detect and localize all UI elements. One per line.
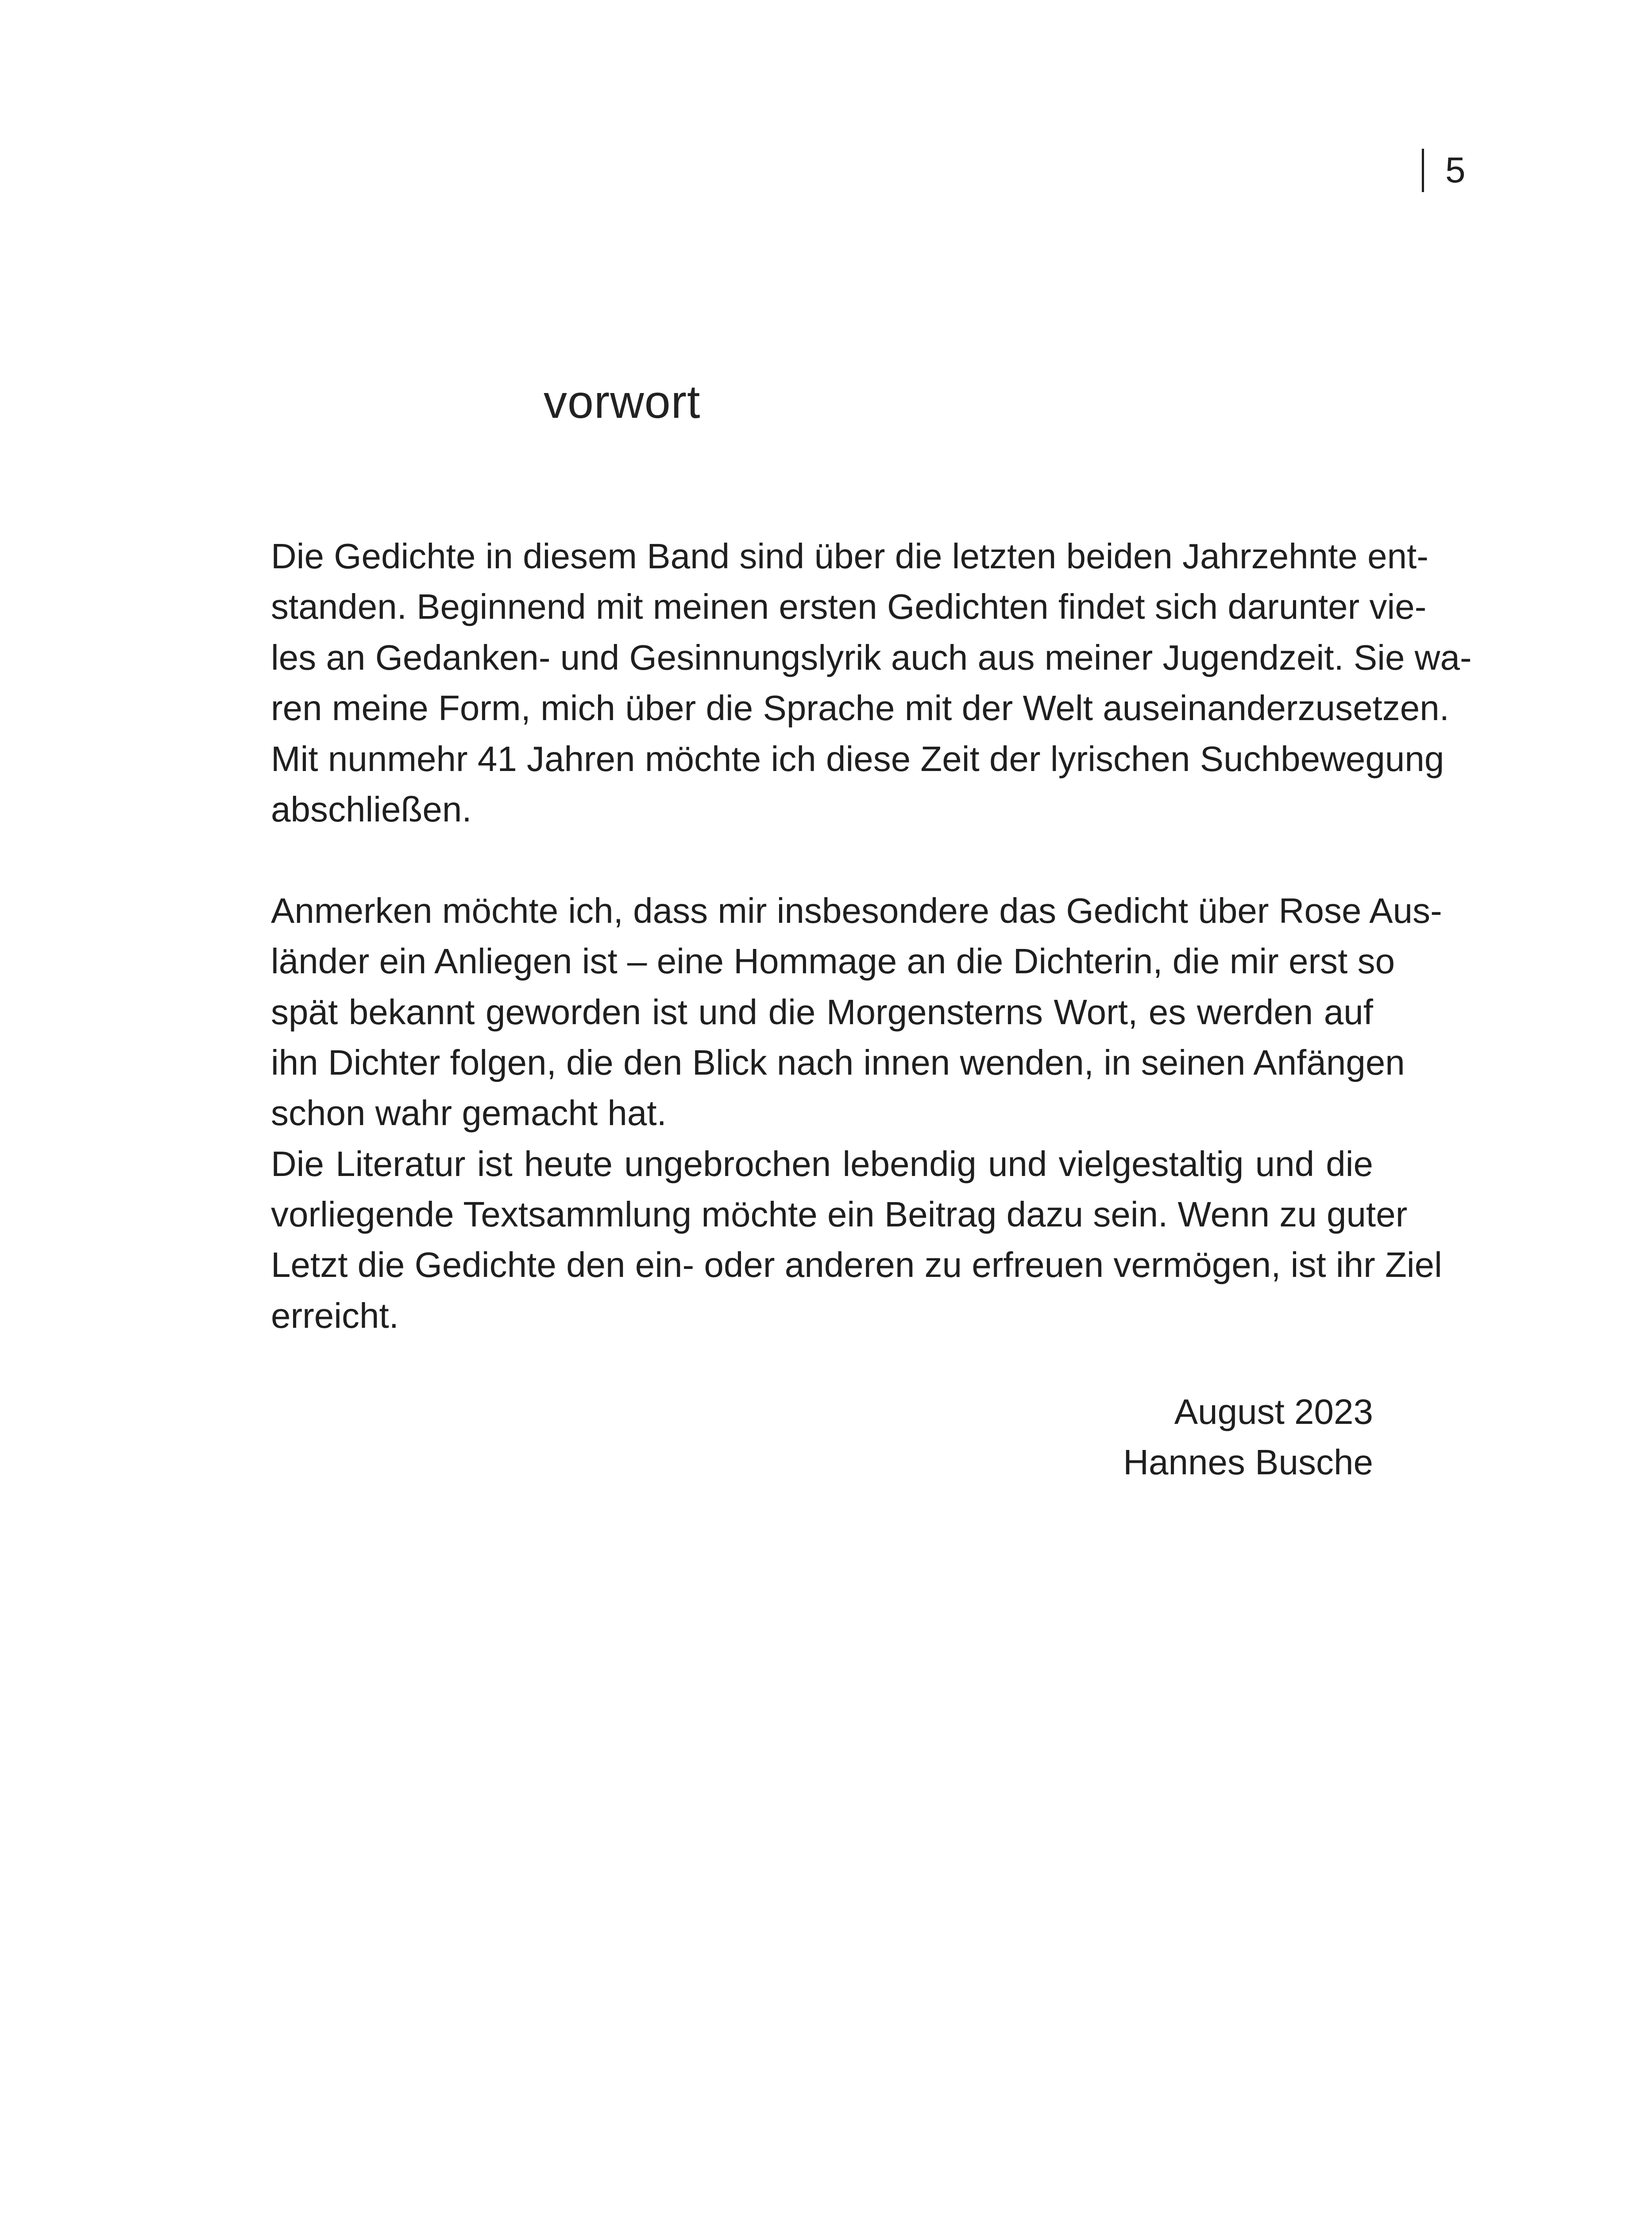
text-line: Die Literatur ist heute ungebrochen lebendig und vielgestaltig und die xyxy=(271,1144,1373,1184)
text-line: les an Gedanken- und Gesinnungslyrik auch aus meiner Jugendzeit. Sie wa- xyxy=(271,637,1472,677)
paragraph-1 xyxy=(271,531,1472,835)
signature-date: August 2023 xyxy=(1174,1392,1373,1431)
text-line: spät bekannt geworden ist und die Morgensterns Wort, es werden auf xyxy=(271,992,1373,1032)
text-line: vorliegende Textsammlung möchte ein Beitrag dazu sein. Wenn zu guter xyxy=(271,1195,1408,1234)
signature-author: Hannes Busche xyxy=(1123,1442,1373,1482)
text-line: länder ein Anliegen ist – eine Hommage an die Dichterin, die mir erst so xyxy=(271,941,1395,981)
text-line: Letzt die Gedichte den ein- oder anderen zu erfreuen vermögen, ist ihr Ziel xyxy=(271,1245,1442,1285)
signature-block xyxy=(1123,1387,1373,1488)
text-line: schon wahr gemacht hat. xyxy=(271,1093,667,1133)
page-number xyxy=(1422,146,1466,195)
text-line: Mit nunmehr 41 Jahren möchte ich diese Zeit der lyrischen Suchbewegung xyxy=(271,739,1444,779)
text-line: Die Gedichte in diesem Band sind über die letzten beiden Jahrzehnte ent- xyxy=(271,536,1428,576)
page-number-value: 5 xyxy=(1445,150,1466,190)
paragraph-3 xyxy=(271,1139,1442,1342)
page-title: vorwort xyxy=(544,376,701,428)
text-line: ren meine Form, mich über die Sprache mit der Welt auseinanderzusetzen. xyxy=(271,688,1449,728)
text-line: erreicht. xyxy=(271,1295,399,1335)
text-line: abschließen. xyxy=(271,789,472,829)
text-line: ihn Dichter folgen, die den Blick nach innen wenden, in seinen Anfängen xyxy=(271,1042,1405,1082)
text-line: Anmerken möchte ich, dass mir insbesondere das Gedicht über Rose Aus- xyxy=(271,891,1442,930)
page-number-divider xyxy=(1422,149,1424,192)
body-text xyxy=(271,531,1472,1341)
paragraph-2 xyxy=(271,886,1442,1139)
paragraph-spacer xyxy=(271,835,1373,885)
text-line: standen. Beginnend mit meinen ersten Gedichten findet sich darunter vie- xyxy=(271,587,1427,627)
